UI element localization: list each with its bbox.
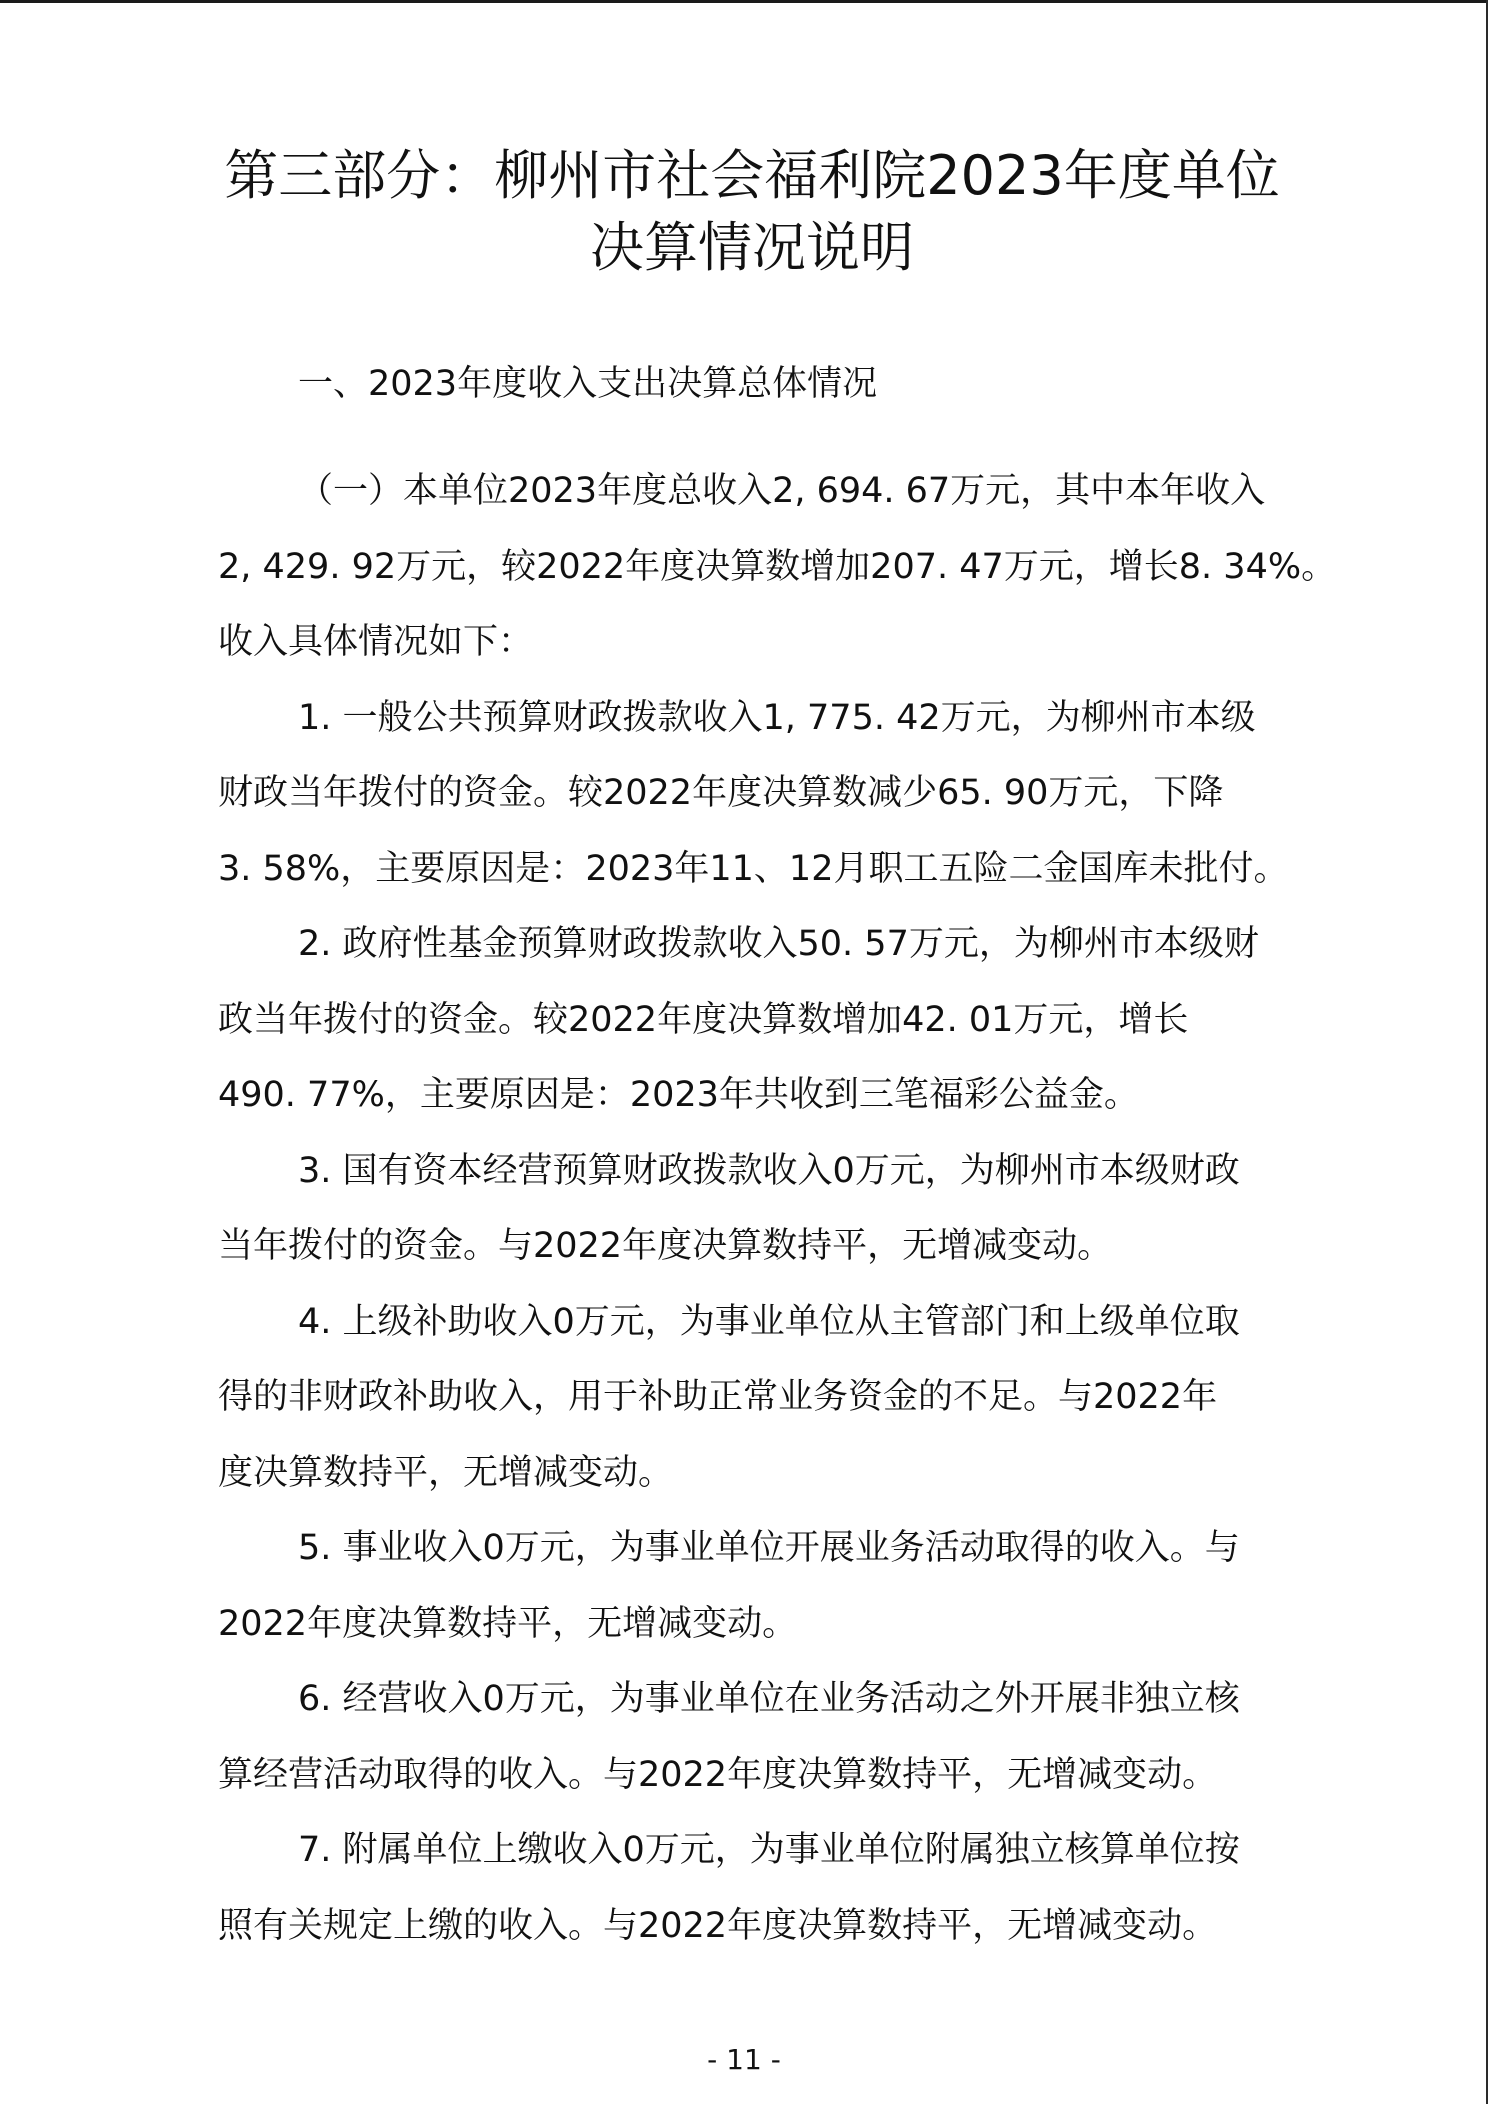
document-title [218,140,1286,284]
paragraph-line: 算经营活动取得的收入。与2022年度决算数持平，无增减变动。 [218,1754,1218,1795]
paragraph-superior-subsidy-income [218,1285,1286,1512]
document-body [218,454,1337,1964]
paragraph-line: 当年拨付的资金。与2022年度决算数持平，无增减变动。 [218,1226,1113,1266]
paragraph-line: 2. 政府性基金预算财政拨款收入50. 57万元，为柳州市本级财 [298,924,1259,964]
paragraph-government-fund-income [218,907,1286,1134]
paragraph-line: 3. 国有资本经营预算财政拨款收入0万元，为柳州市本级财政 [298,1150,1240,1191]
paragraph-line: 5. 事业收入0万元，为事业单位开展业务活动取得的收入。与 [298,1528,1240,1568]
paragraph-total-income [218,454,1337,681]
title-line-2: 决算情况说明 [590,216,914,279]
paragraph-line: 6. 经营收入0万元，为事业单位在业务活动之外开展非独立核 [298,1679,1240,1719]
paragraph-line: 7. 附属单位上缴收入0万元，为事业单位附属独立核算单位按 [298,1830,1240,1870]
paragraph-line: 收入具体情况如下： [218,622,534,662]
paragraph-business-income [218,1511,1286,1662]
paragraph-line: 490. 77%，主要原因是：2023年共收到三笔福彩公益金。 [218,1075,1139,1115]
paragraph-operating-income [218,1662,1286,1813]
paragraph-line: 政当年拨付的资金。较2022年度决算数增加42. 01万元，增长 [218,999,1189,1040]
paragraph-line: （一）本单位2023年度总收入2, 694. 67万元，其中本年收入 [298,471,1266,511]
paragraph-line: 4. 上级补助收入0万元，为事业单位从主管部门和上级单位取 [298,1301,1240,1342]
paragraph-state-capital-income [218,1134,1286,1285]
paragraph-line: 得的非财政补助收入，用于补助正常业务资金的不足。与2022年 [218,1377,1218,1417]
paragraph-line: 2022年度决算数持平，无增减变动。 [218,1603,798,1644]
section-heading: 一、2023年度收入支出决算总体情况 [298,364,878,404]
document-page [218,140,1337,1964]
paragraph-line: 3. 58%，主要原因是：2023年11、12月职工五险二金国库未批付。 [218,848,1289,889]
paragraph-line: 1. 一般公共预算财政拨款收入1, 775. 42万元，为柳州市本级 [298,697,1256,738]
paragraph-line: 财政当年拨付的资金。较2022年度决算数减少65. 90万元，下降 [218,773,1224,813]
top-border-line [0,0,1488,3]
paragraph-general-budget-income [218,681,1289,908]
title-line-1: 第三部分：柳州市社会福利院2023年度单位 [224,144,1280,207]
paragraph-line: 度决算数持平，无增减变动。 [218,1452,674,1493]
paragraph-affiliated-unit-income [218,1813,1286,1964]
page-number: - 11 - [707,2043,781,2076]
paragraph-line: 2, 429. 92万元，较2022年度决算数增加207. 47万元，增长8. 34%。 [218,546,1337,587]
paragraph-line: 照有关规定上缴的收入。与2022年度决算数持平，无增减变动。 [218,1905,1218,1946]
